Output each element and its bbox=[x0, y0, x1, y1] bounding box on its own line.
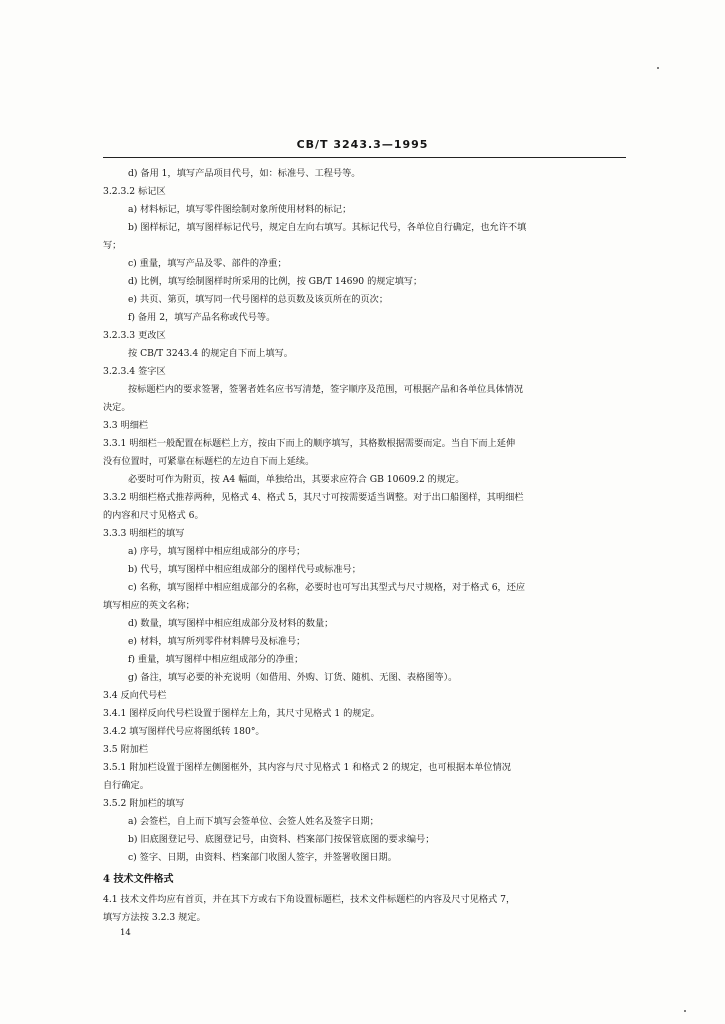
text-line: 按标题栏内的要求签署，签署者姓名应书写清楚，签字顺序及范围，可根据产品和各单位具体情况 bbox=[128, 384, 524, 395]
text-line: 3.4.1 图样反向代号栏设置于图样左上角，其尺寸见格式 1 的规定。 bbox=[103, 708, 380, 719]
text-line: 写； bbox=[103, 240, 122, 251]
text-line: a) 材料标记，填写零件图绘制对象所使用材料的标记； bbox=[128, 204, 352, 215]
text-line: 3.3.1 明细栏一般配置在标题栏上方，按由下而上的顺序填写，其格数根据需要而定。当自下而上延伸 bbox=[103, 438, 516, 449]
text-line: d) 备用 1，填写产品项目代号，如：标准号、工程号等。 bbox=[128, 168, 361, 179]
section-heading: 3.3 明细栏 bbox=[103, 420, 149, 431]
scan-speck bbox=[684, 1010, 686, 1012]
text-line: d) 数量，填写图样中相应组成部分及材料的数量； bbox=[128, 618, 334, 629]
text-line: 必要时可作为附页，按 A4 幅面，单独给出，其要求应符合 GB 10609.2 的规定。 bbox=[128, 474, 465, 485]
text-line: 没有位置时，可紧靠在标题栏的左边自下而上延续。 bbox=[103, 456, 315, 467]
section-heading: 3.4 反向代号栏 bbox=[103, 690, 167, 701]
page-header: CB/T 3243.3—1995 bbox=[296, 138, 429, 151]
chapter-heading: 4 技术文件格式 bbox=[103, 874, 174, 885]
section-heading: 3.5.2 附加栏的填写 bbox=[103, 798, 185, 809]
text-line: b) 图样标记，填写图样标记代号，规定自左向右填写。其标记代号，各单位自行确定，也允许不填 bbox=[128, 222, 527, 233]
text-line: 3.4.2 填写图样代号应将图纸转 180°。 bbox=[103, 726, 265, 737]
text-line: 填写相应的英文名称； bbox=[103, 600, 195, 611]
page-number: 14 bbox=[120, 928, 131, 938]
text-line: d) 比例，填写绘制图样时所采用的比例，按 GB/T 14690 的规定填写； bbox=[128, 276, 423, 287]
text-line: g) 备注，填写必要的补充说明（如借用、外购、订货、随机、无图、表格图等）。 bbox=[128, 672, 458, 683]
text-line: a) 序号，填写图样中相应组成部分的序号； bbox=[128, 546, 306, 557]
scan-speck bbox=[657, 67, 659, 69]
section-heading: 3.5 附加栏 bbox=[103, 744, 149, 755]
header-rule bbox=[103, 157, 626, 158]
text-line: f) 重量，填写图样中相应组成部分的净重； bbox=[128, 654, 304, 665]
text-line: c) 重量，填写产品及零、部件的净重； bbox=[128, 258, 287, 269]
text-line: b) 代号，填写图样中相应组成部分的图样代号或标准号； bbox=[128, 564, 361, 575]
text-line: 自行确定。 bbox=[103, 780, 149, 791]
section-heading: 3.2.3.3 更改区 bbox=[103, 330, 166, 341]
text-line: 3.3.2 明细栏格式推荐两种，见格式 4、格式 5，其尺寸可按需要适当调整。对于出口船图样，其明细栏 bbox=[103, 492, 524, 503]
text-line: b) 旧底图登记号、底图登记号，由资料、档案部门按保管底图的要求编号； bbox=[128, 834, 435, 845]
text-line: a) 会签栏，自上而下填写会签单位、会签人姓名及签字日期； bbox=[128, 816, 379, 827]
text-line: e) 共页、第页，填写同一代号图样的总页数及该页所在的页次； bbox=[128, 294, 389, 305]
text-line: f) 备用 2，填写产品名称或代号等。 bbox=[128, 312, 276, 323]
text-line: 3.5.1 附加栏设置于图样左侧图框外，其内容与尺寸见格式 1 和格式 2 的规定，也可根据本单位情况 bbox=[103, 762, 511, 773]
section-heading: 3.3.3 明细栏的填写 bbox=[103, 528, 185, 539]
text-line: e) 材料，填写所列零件材料牌号及标准号； bbox=[128, 636, 306, 647]
text-line: 决定。 bbox=[103, 402, 131, 413]
text-line: c) 签字、日期，由资料、档案部门收图人签字，并签署收图日期。 bbox=[128, 852, 397, 863]
text-line: 填写方法按 3.2.3 规定。 bbox=[103, 912, 206, 923]
text-line: 4.1 技术文件均应有首页，并在其下方或右下角设置标题栏，技术文件标题栏的内容及尺寸见格式 7， bbox=[103, 894, 516, 905]
section-heading: 3.2.3.4 签字区 bbox=[103, 366, 166, 377]
text-line: c) 名称，填写图样中相应组成部分的名称，必要时也可写出其型式与尺寸规格，对于格式 6，还应 bbox=[128, 582, 526, 593]
text-line: 的内容和尺寸见格式 6。 bbox=[103, 510, 204, 521]
text-line: 按 CB/T 3243.4 的规定自下而上填写。 bbox=[128, 348, 293, 359]
section-heading: 3.2.3.2 标记区 bbox=[103, 186, 166, 197]
